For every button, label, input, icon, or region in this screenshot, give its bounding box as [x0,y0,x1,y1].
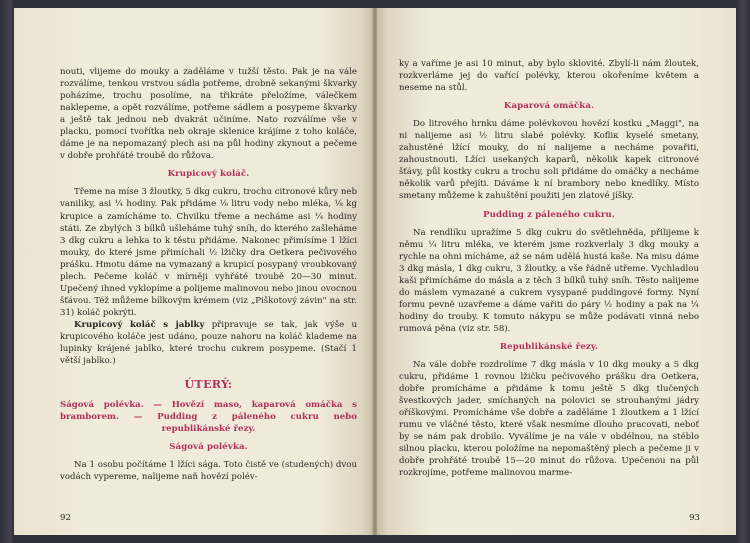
right-page [377,8,736,535]
heading-utery: ÚTERÝ: [184,378,233,392]
right-page-text [399,58,699,480]
left-page [14,8,373,535]
left-page-text [60,66,357,483]
heading-republikanske-rezy: Republikánské řezy. [499,341,599,352]
republikanske-rezy-paragraph: Na vále dobře rozdrolíme 7 dkg másla v 10 dkg mouky a 5 dkg cukru, přidáme 1 rovnou lžičku pečivového prášku dra Oetkera, dobře promícháme a přidáme k tomu ještě 5 dkg tlučených švestkových jader, smíchaných na polovici se strouhanými jádry oříškovými. Promícháme vše dobře a zaděláme 1 žloutkem a 1 lžící rumu ve vláčné těsto, které však nesmíme dlouho pracovati, neboť by se nám pak drobilo. Vyválíme je na vále v obdélnou, na stéblo silnou placku, kterou položíme na nepomaštěný plech a pečeme ji v dobře prohřáté troubě 15—20 minut do růžova. Upečenou na půl rozkrojíme, potřeme malinovou marme- [399,360,699,479]
krupicovy-s-jablky-lead: Krupicový koláč s jablky [74,319,205,330]
intro-paragraph: nouti, vlijeme do mouky a zaděláme v tužší těsto. Pak je na vále rozválíme, tenkou vrstvou sádla potřeme, drobně sekanými škvarky poházíme, trochu posolíme, na třikráte přeložíme, válečkem naklepeme, a opět rozválíme, potřeme sádlem a posypeme škvarky a ještě tak jednou neb dvakrát učiníme. Nato rozválíme vše v placku, pomocí tvořítka neb okraje sklenice krájíme z toho koláče, dáme je na nepomazaný plech asi na půl hodiny zkynout a pečeme v dobře prohřáté troubě do růžova. [60,67,357,162]
krupicovy-s-jablky-text: připravuje se tak, jak výše u krupicového koláče jest udáno, pouze nahoru na koláč klademe na lupinky krájené jablko, které trochu cukrem posypeme. (Stačí 1 větší jablko.) [60,319,357,367]
kaparova-omacka-paragraph: Do litrového hrnku dáme polévkovou hovězí kostku „Maggi", na ni nalijeme asi ½ litru slabé polévky. Kofliк kyselé smetany, zahustěné lžící mouky, do ní nalijeme a necháme povařiti, zahoustnouti. Lžíci usekaných kaparů, několik kapek citronové šťávy, půl kostky cukru a trochu soli přidáme do omáčky a necháme několik varů přejíti. Dáváme k ní brambory nebo knedlíky. Místo smetany můžeme k zahuštění použiti jen zlatové jíšky. [399,119,699,202]
heading-kaparova-omacka: Kaparová omáčka. [503,101,595,112]
krupicovy-s-jablky-paragraph [60,319,357,367]
krupicovy-kolac-paragraph: Třeme na míse 3 žloutky, 5 dkg cukru, trochu citronové kůry neb vaniliky, asi ¼ hodiny. Pak přidáme ⅛ litru vody nebo mléka, ⅛ kg krupice a zamícháme to. Chvilku třeme a necháme asi ¼ hodiny státi. Ze zbylých 3 bílků ušleháme tuhý sníh, do kterého zašleháme 3 dkg cukru a lehka to k těstu přidáme. Nakonec přimísíme 1 lžíci mouky, do které jsme přimíchali ½ lžičky dra Oetkera pečivového prášku. Hmotu dáme na vymazaný a krupicí posypaný vroubkovaný plech. Pečeme koláč v mírněji vyhřáté troubě 20—30 minut. Upečený ihned vyklopíme a polijeme malinovou nebo jinou ovocnou šťávou. Též můžeme bílkovým krémem (viz „Piškotový závin" na str. 31) koláč pokrýti. [60,187,357,318]
heading-sagova-polevka: Ságová polévka. [169,442,248,453]
heading-pudding: Pudding z páleného cukru. [483,209,615,220]
heading-krupicovy-kolac: Krupicový koláč. [167,169,250,180]
day-menu: Ságová polévka. — Hovězí maso, kaparová omáčka s bramborem. — Pudding z páleného cukru nebo republikánské řezy. [60,400,357,435]
sagova-polevka-paragraph: Na 1 osobu počítáme 1 lžíci sága. Toto čistě ve (studených) dvou vodách vypereme, nalijeme naň hovězí polév- [60,460,357,483]
continuation-paragraph: ky a vaříme je asi 10 minut, aby bylo sklovité. Zbylí-li nám žloutek, rozkverláme jej do vařící polévky, kterou okořeníme květem a neseme na stůl. [399,59,699,94]
page-number-left: 92 [60,513,71,523]
page-number-right: 93 [689,513,700,523]
pudding-paragraph: Na rendlíku upražíme 5 dkg cukru do světlehněda, přilijeme k němu ¼ litru mléka, ve kterém jsme rozkverlaly 3 dkg mouky a rychle na ohni mícháme, až se nám udělá hustá kaše. Na misu dáme 3 dkg másla, 1 dkg cukru, 3 žloutky, a vše řádně utřeme. Vychladlou kaši přimícháme do másla a z těch 3 bílků tuhý sníh. Těsto nalijeme do máslem vymazané a cukrem vysypané puddingové formy. Nyní formu pevně uzavřeme a dáme vařiti do páry ½ hodiny a pak na ¼ hodiny do trouby. K tomuto nákypu se může podávati vinná nebo rumová pěna (viz str. 58). [399,227,699,334]
